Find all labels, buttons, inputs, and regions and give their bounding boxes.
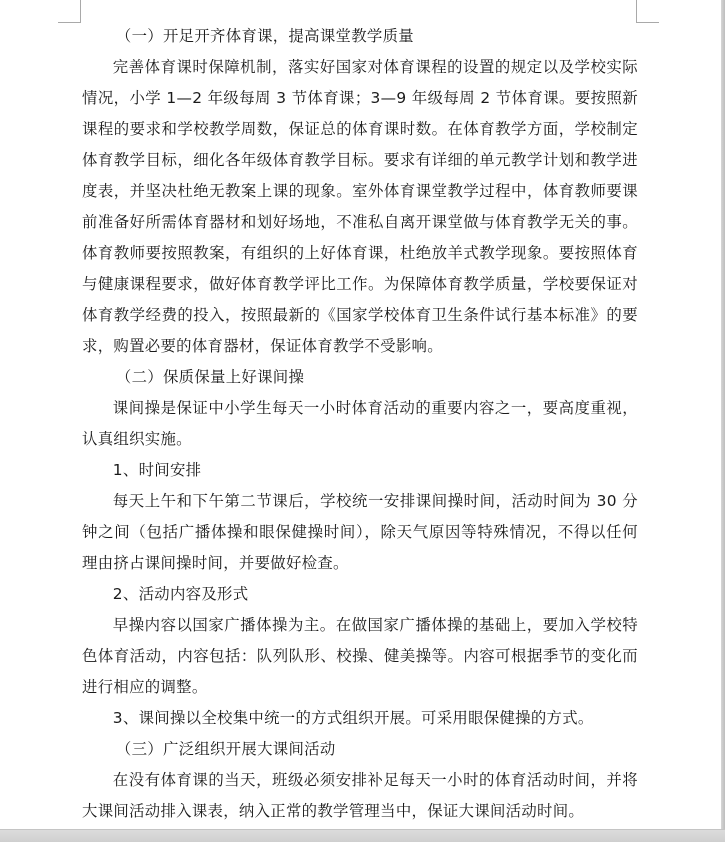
horizontal-scrollbar[interactable] (0, 829, 725, 842)
section-heading-2: （二）保质保量上好课间操 (115, 368, 305, 386)
section-heading-3: （三）广泛组织开展大课间活动 (115, 740, 336, 758)
body-paragraph: 完善体育课时保障机制，落实好国家对体育课程的设置的规定以及学校实际情况，小学 1—2 年级每周 3 节体育课；3—9 年级每周 2 节体育课。要按照新课程的要求和学校教学周数，保证总的体育课时数。在体育教学方面，学校制定体育教学目标，细化各年级体育教学目标。要求有详细的单元教学计划和教学进度表，并坚决杜绝无教案上课的现象。室外体育课堂教学过程中，体育教师要课前准备好所需体育器材和划好场地，不准私自离开课堂做与体育教学无关的事。体育教师要按照教案，有组织的上好体育课，杜绝放羊式教学现象。要按照体育与健康课程要求，做好体育教学评比工作。为保障体育教学质量，学校要保证对体育教学经费的投入，按照最新的《国家学校体育卫生条件试行基本标准》的要求，购置必要的体育器材，保证体育教学不受影响。 (82, 58, 638, 355)
crop-mark-top-right (636, 0, 659, 23)
subheading-content: 2、活动内容及形式 (112, 585, 249, 603)
document-body[interactable] (82, 21, 638, 827)
vertical-scrollbar-edge[interactable] (721, 0, 725, 842)
body-paragraph: 课间操是保证中小学生每天一小时体育活动的重要内容之一，要高度重视，认真组织实施。 (82, 399, 638, 448)
crop-mark-top-left (58, 0, 81, 23)
subheading-organization: 3、课间操以全校集中统一的方式组织开展。可采用眼保健操的方式。 (112, 709, 594, 727)
subheading-time: 1、时间安排 (112, 461, 202, 479)
section-heading-1: （一）开足开齐体育课，提高课堂教学质量 (115, 27, 414, 45)
body-paragraph: 早操内容以国家广播体操为主。在做国家广播体操的基础上，要加入学校特色体育活动，内容包括：队列队形、校操、健美操等。内容可根据季节的变化而进行相应的调整。 (82, 616, 638, 696)
body-paragraph: 在没有体育课的当天，班级必须安排补足每天一小时的体育活动时间，并将大课间活动排入课表，纳入正常的教学管理当中，保证大课间活动时间。 (82, 771, 638, 820)
body-paragraph: 每天上午和下午第二节课后，学校统一安排课间操时间，活动时间为 30 分钟之间（包括广播体操和眼保健操时间），除天气原因等特殊情况，不得以任何理由挤占课间操时间，并要做好检查。 (82, 492, 638, 572)
